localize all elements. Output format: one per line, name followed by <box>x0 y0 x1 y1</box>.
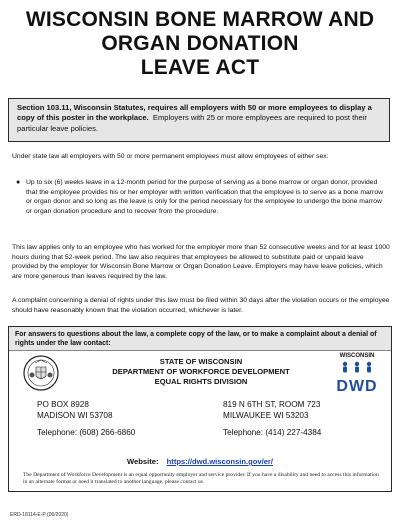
posting-requirement-notice <box>8 98 390 142</box>
dwd-logo <box>331 353 383 395</box>
milwaukee-address-line-1: 819 N 6TH ST, ROOM 723 <box>223 400 321 409</box>
website-label: Website: <box>127 457 159 466</box>
form-number: ERD-18114-E-P (06/2020) <box>10 512 69 518</box>
complaint-paragraph: A complaint concerning a denial of rights under this law must be filed within 30 days after the violation occurs or the employee should have reasonably known that the violation occurred, whichever is later. <box>12 297 390 314</box>
eeo-statement: The Department of Workforce Development is an equal opportunity employer and service provider. If you have a disability and need to access this information in an alternate format or need it translated to another language, please contact us. <box>23 472 379 486</box>
milwaukee-address <box>223 399 321 438</box>
contact-box <box>8 326 392 492</box>
dwd-logo-state: WISCONSIN <box>339 353 375 359</box>
milwaukee-address-line-2: MILWAUKEE WI 53203 <box>223 411 309 420</box>
intro-paragraph: Under state law all employers with 50 or more permanent employees must allow employees of either sex: <box>12 153 329 160</box>
eligibility-paragraph: This law applies only to an employee who has worked for the employer more than 52 consecutive weeks and for at least 1000 hours during that 52-week period. The law also requires that employees be allowed to substitute paid or unpaid leave provided by the employer for Wisconsin Bone Marrow or Organ Donation Leave. Employers may have leave policies, which are more generous than leaves required by the law. <box>12 244 390 280</box>
bullet-text: Up to six (6) weeks leave in a 12-month period for the purpose of serving as a bone marrow or organ donor, provided that the employee provides his or her employer with written verification that the employee is to serve as a bone marrow or organ donor and so long as the leave is only for the period necessary for the employee to undergo the bone marrow or organ donation procedure and to recover from the procedure. <box>26 179 384 215</box>
dept-line-3: EQUAL RIGHTS DIVISION <box>154 377 248 386</box>
dwd-logo-text: DWD <box>336 378 378 395</box>
notice-normal-text: Employers with 25 or more employees are required to post their particular leave policies. <box>17 113 367 133</box>
contact-header: For answers to questions about the law, a complete copy of the law, or to make a complaint about a denial of rights under the law contact: <box>9 327 391 351</box>
title-line-1: WISCONSIN BONE MARROW AND <box>25 8 375 31</box>
dept-line-2: DEPARTMENT OF WORKFORCE DEVELOPMENT <box>112 367 290 376</box>
website-line <box>9 457 391 466</box>
title-line-3: LEAVE ACT <box>140 56 260 79</box>
madison-address-line-2: MADISON WI 53708 <box>37 411 113 420</box>
department-block <box>69 357 333 387</box>
title-line-2: ORGAN DONATION <box>101 32 299 55</box>
poster-title <box>10 8 390 80</box>
website-link[interactable]: https://dwd.wisconsin.gov/er/ <box>166 457 273 466</box>
notice-bold-text: Section 103.11, Wisconsin Statutes, requires all employers with 50 or more employees to display a copy of this poster in the workplace. <box>17 103 372 123</box>
leave-bullet <box>16 178 384 216</box>
madison-address-line-1: PO BOX 8928 <box>37 400 89 409</box>
madison-phone: Telephone: (608) 266-6860 <box>37 428 136 437</box>
dwd-people-icon <box>331 361 383 373</box>
state-seal-icon <box>23 355 59 391</box>
bullet-icon: ● <box>16 179 21 186</box>
dept-line-1: STATE OF WISCONSIN <box>159 357 243 366</box>
madison-address <box>37 399 135 438</box>
milwaukee-phone: Telephone: (414) 227-4384 <box>223 428 322 437</box>
